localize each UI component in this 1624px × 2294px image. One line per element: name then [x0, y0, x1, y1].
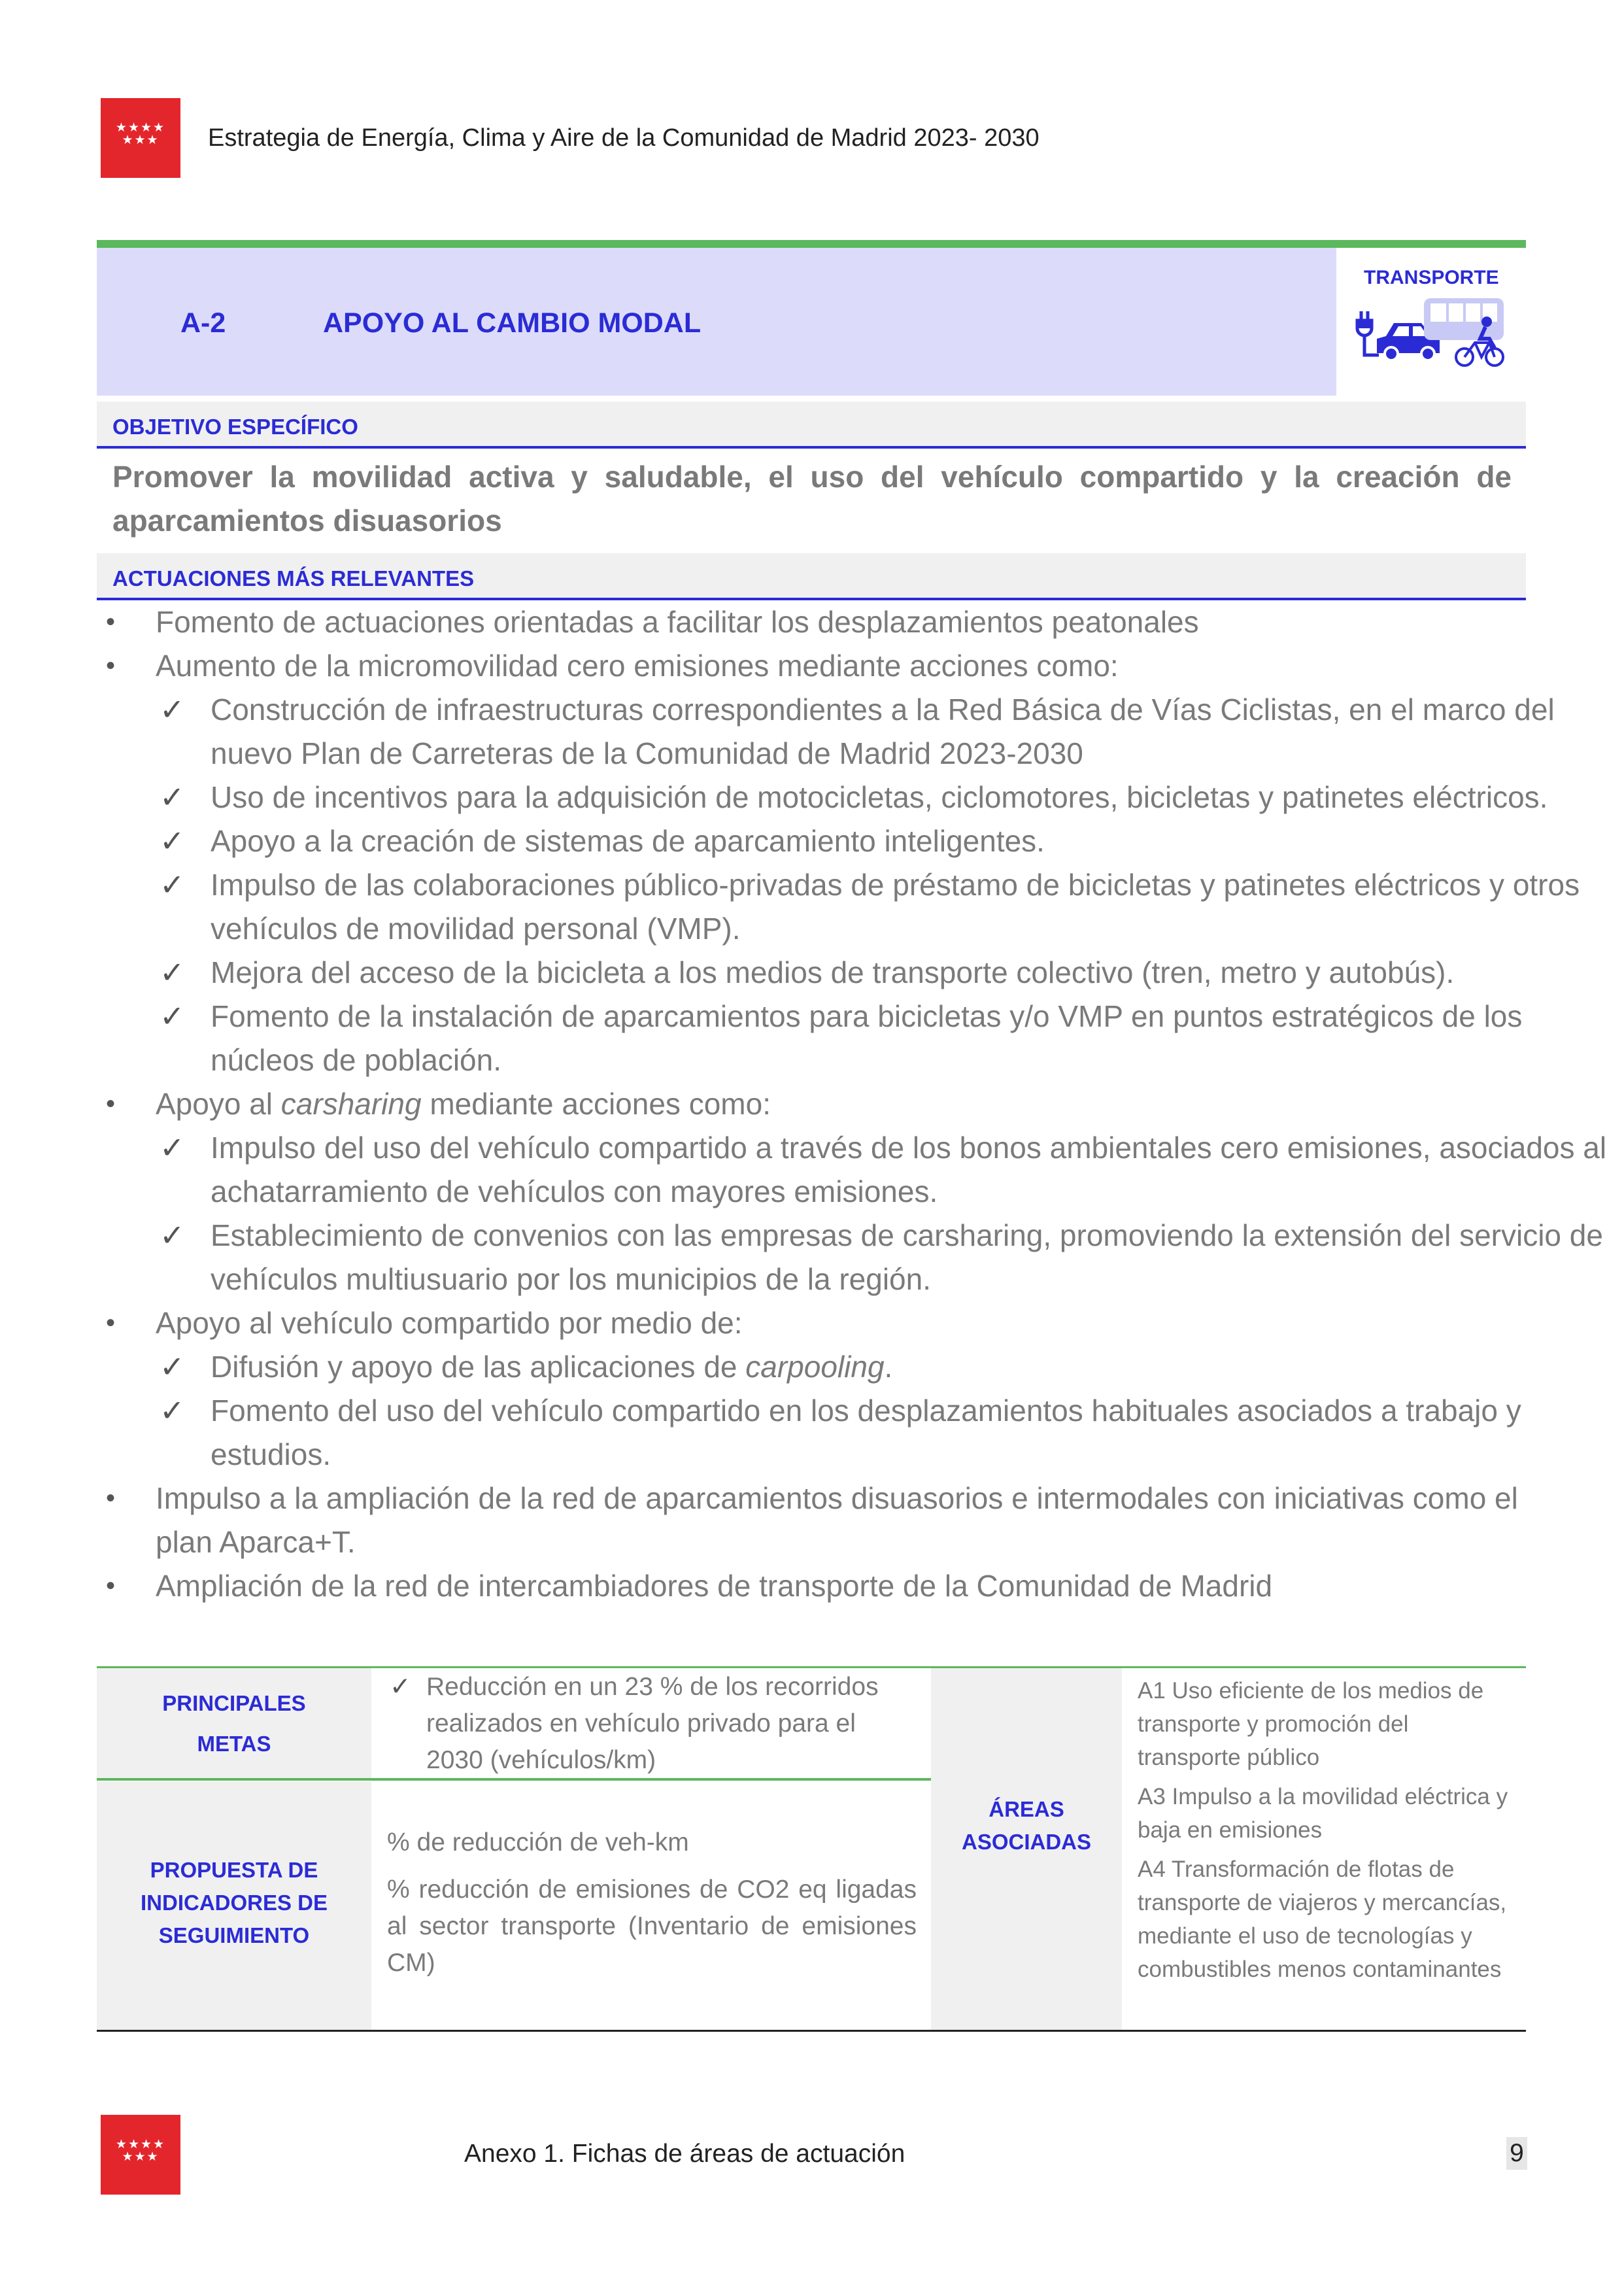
- bullet-dot-icon: •: [106, 651, 116, 680]
- sub-list-item: ✓ Uso de incentivos para la adquisición de motocicletas, ciclomotores, bicicletas y patinetes eléctricos.: [97, 776, 1535, 819]
- action-title: APOYO AL CAMBIO MODAL: [323, 307, 702, 339]
- indicators-label: PROPUESTA DE INDICADORES DE SEGUIMIENTO: [140, 1858, 328, 1947]
- page-number: 9: [1506, 2137, 1527, 2170]
- sub-list-item: ✓ Impulso de las colaboraciones público-privadas de préstamo de bicicletas y patinetes eléctricos y otros vehículos de movilidad personal (VMP).: [97, 863, 1535, 951]
- list-item: • Impulso a la ampliación de la red de aparcamientos disuasorios e intermodales con iniciativas como el plan Aparca+T.: [97, 1477, 1535, 1564]
- document-title: Estrategia de Energía, Clima y Aire de la Comunidad de Madrid 2023- 2030: [208, 124, 1040, 152]
- bullet-dot-icon: •: [106, 1089, 116, 1118]
- header-green-rule: [97, 240, 1526, 248]
- bullet-dot-icon: •: [106, 1309, 116, 1337]
- objective-heading: OBJETIVO ESPECÍFICO: [112, 415, 358, 439]
- action-code: A-2: [180, 307, 226, 339]
- sub-list-item: ✓ Impulso del uso del vehículo compartido a través de los bonos ambientales cero emisiones, asociados al achatarramiento de vehículos con mayores emisiones.: [97, 1126, 1535, 1214]
- comunidad-madrid-logo: [101, 98, 180, 178]
- checkmark-icon: ✓: [160, 868, 185, 902]
- list-item: • Ampliación de la red de intercambiadores de transporte de la Comunidad de Madrid: [97, 1564, 1535, 1608]
- actuations-heading: ACTUACIONES MÁS RELEVANTES: [112, 566, 475, 591]
- areas-text: A1 Uso eficiente de los medios de transporte y promoción del transporte público A3 Impulso a la movilidad eléctrica y baja en emisiones A4 Transformación de flotas de transporte de viajeros y mercancías, mediante el uso de tecnologías y combustibles menos contaminantes: [1138, 1678, 1508, 1982]
- checkmark-icon: ✓: [160, 1394, 185, 1428]
- checkmark-icon: ✓: [160, 999, 185, 1033]
- footer-text: Anexo 1. Fichas de áreas de actuación: [464, 2140, 905, 2168]
- list-item: • Fomento de actuaciones orientadas a facilitar los desplazamientos peatonales: [97, 600, 1535, 644]
- sub-list-item: ✓ Mejora del acceso de la bicicleta a los medios de transporte colectivo (tren, metro y autobús).: [97, 951, 1535, 995]
- bullet-dot-icon: •: [106, 1571, 116, 1600]
- list-item: • Aumento de la micromovilidad cero emisiones mediante acciones como:: [97, 644, 1535, 688]
- checkmark-icon: ✓: [160, 824, 185, 858]
- logo-stars: ★★★★ ★★★: [115, 2138, 166, 2164]
- actuations-list: [97, 600, 1607, 1608]
- car-bus-bicycle-icon: [1352, 293, 1509, 373]
- sub-list-item: ✓ Fomento del uso del vehículo compartido en los desplazamientos habituales asociados a trabajo y estudios.: [97, 1389, 1535, 1477]
- logo-stars: ★★★★ ★★★: [115, 121, 166, 147]
- bullet-dot-icon: •: [106, 1484, 116, 1513]
- checkmark-icon: ✓: [390, 1673, 411, 1701]
- checkmark-icon: ✓: [160, 693, 185, 727]
- checkmark-icon: ✓: [160, 1350, 185, 1384]
- meta-text: ✓ Reducción en un 23 % de los recorridos realizados en vehículo privado para el 2030 (vehículos/km): [390, 1669, 906, 1779]
- comunidad-madrid-logo-footer: [101, 2115, 180, 2195]
- objective-text: Promover la movilidad activa y saludable, el uso del vehículo compartido y la creación de aparcamientos disuasorios: [112, 460, 1512, 538]
- checkmark-icon: ✓: [160, 1218, 185, 1252]
- bullet-dot-icon: •: [106, 608, 116, 636]
- sub-list-item: ✓ Construcción de infraestructuras correspondientes a la Red Básica de Vías Ciclistas, en el marco del nuevo Plan de Carreteras de la Comunidad de Madrid 2023-2030: [97, 688, 1535, 776]
- actuations-section-bar: [97, 553, 1526, 600]
- checkmark-icon: ✓: [160, 955, 185, 989]
- indicators-text: % de reducción de veh-km % reducción de emisiones de CO2 eq ligadas al sector transporte (Inventario de emisiones CM): [387, 1828, 917, 1977]
- areas-label: ÁREAS ASOCIADAS: [961, 1797, 1092, 1854]
- checkmark-icon: ✓: [160, 1131, 185, 1165]
- sub-list-item: ✓ Difusión y apoyo de las aplicaciones de carpooling.: [97, 1345, 1535, 1389]
- category-label: TRANSPORTE: [1364, 267, 1499, 288]
- list-item: • Apoyo al vehículo compartido por medio de:: [97, 1301, 1535, 1345]
- sub-list-item: ✓ Fomento de la instalación de aparcamientos para bicicletas y/o VMP en puntos estratégicos de los núcleos de población.: [97, 995, 1535, 1082]
- list-item: • Apoyo al carsharing mediante acciones como:: [97, 1082, 1535, 1126]
- action-header-band: [97, 248, 1336, 396]
- checkmark-icon: ✓: [160, 780, 185, 814]
- sub-list-item: ✓ Apoyo a la creación de sistemas de aparcamiento inteligentes.: [97, 819, 1535, 863]
- objective-section-bar: [97, 402, 1526, 449]
- sub-list-item: ✓ Establecimiento de convenios con las empresas de carsharing, promoviendo la extensión del servicio de vehículos multiusuario por los municipios de la región.: [97, 1214, 1535, 1301]
- metas-label: PRINCIPALES METAS: [162, 1691, 306, 1756]
- table-bottom-rule: [97, 2030, 1526, 2032]
